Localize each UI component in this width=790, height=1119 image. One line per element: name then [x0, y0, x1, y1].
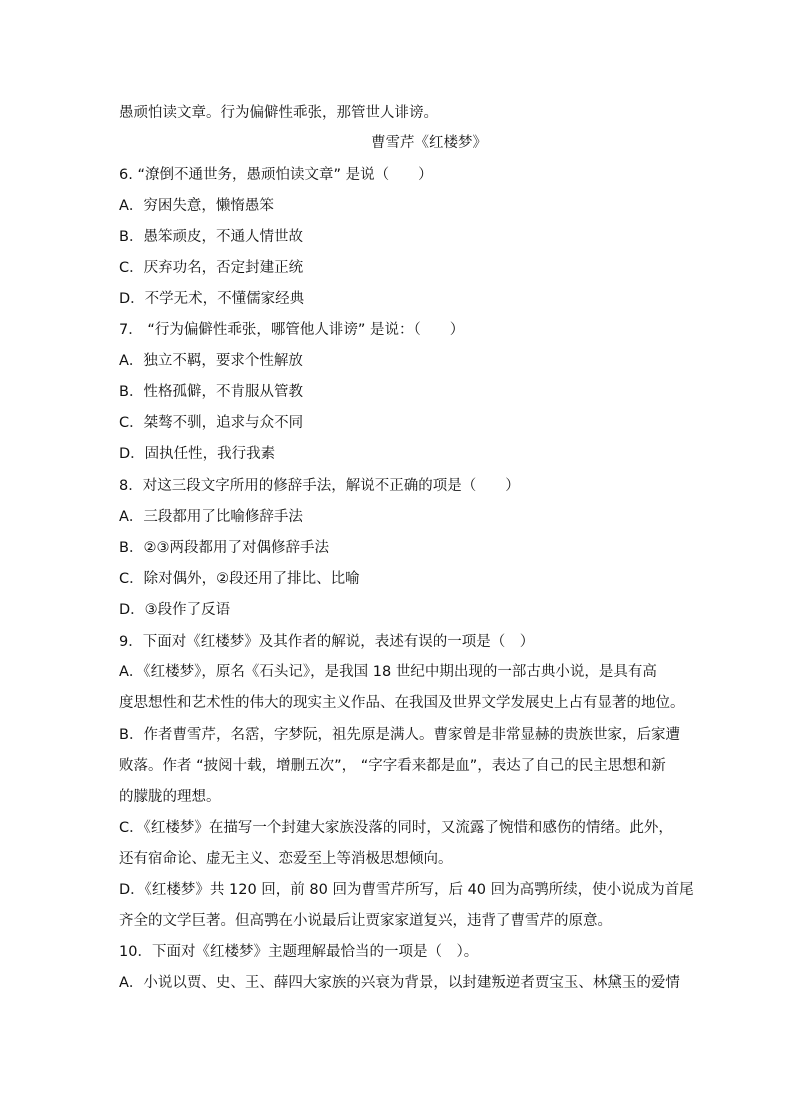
question-9-option-d-line-1: D．《红楼梦》共 120 回，前 80 回为曹雪芹所写，后 40 回为高鹗所续，使小说成为首尾 [119, 882, 694, 898]
question-9-option-a-line-1: A．《红楼梦》，原名《石头记》，是我国 18 世纪中期出现的一部古典小说，是具有高 [119, 664, 657, 680]
passage-tail: 愚顽怕读文章。行为偏僻性乖张，那管世人诽谤。 [119, 105, 438, 121]
question-7-option-b: B．性格孤僻，不肯服从管教 [119, 384, 303, 400]
question-9-option-c-line-1: C．《红楼梦》在描写一个封建大家族没落的同时，又流露了惋惜和感伤的情绪。此外， [119, 820, 673, 836]
question-6-option-b: B．愚笨顽皮，不通人情世故 [119, 229, 303, 245]
question-9-option-b-line-1: B．作者曹雪芹，名霑，字梦阮，祖先原是满人。曹家曾是非常显赫的贵族世家，后家遭 [119, 727, 680, 743]
question-8-option-b: B．②③两段都用了对偶修辞手法 [119, 540, 329, 556]
question-9-option-a-line-2: 度思想性和艺术性的伟大的现实主义作品、在我国及世界文学发展史上占有显著的地位。 [119, 695, 685, 711]
question-9-option-c-line-2: 还有宿命论、虚无主义、恋爱至上等消极思想倾向。 [119, 851, 453, 867]
question-9-option-d-line-2: 齐全的文学巨著。但高鹗在小说最后让贾家家道复兴，违背了曹雪芹的原意。 [119, 913, 612, 929]
question-7-option-a: A．独立不羁，要求个性解放 [119, 353, 303, 369]
question-10-stem: 10．下面对《红楼梦》主题理解最恰当的一项是（ ）。 [119, 944, 479, 960]
question-8-stem: 8．对这三段文字所用的修辞手法，解说不正确的项是（ ） [119, 478, 520, 494]
question-9-option-b-line-2: 败落。作者 “披阅十载，增删五次”， “字字看来都是血”，表达了自己的民主思想和新 [119, 758, 666, 774]
question-7-option-d: D．固执任性，我行我素 [119, 446, 276, 462]
question-9-stem: 9．下面对《红楼梦》及其作者的解说，表述有误的一项是（ ） [119, 634, 535, 650]
question-6-option-d: D．不学无术，不懂儒家经典 [119, 291, 305, 307]
passage-source: 曹雪芹《红楼梦》 [371, 135, 487, 151]
question-9-option-b-line-3: 的朦胧的理想。 [119, 789, 221, 805]
question-10-option-a-line-1: A．小说以贾、史、王、薛四大家族的兴衰为背景，以封建叛逆者贾宝玉、林黛玉的爱情 [119, 975, 680, 991]
question-6-option-a: A．穷困失意，懒惰愚笨 [119, 198, 274, 214]
question-8-option-c: C．除对偶外，②段还用了排比、比喻 [119, 571, 360, 587]
question-7-stem: 7． “行为偏僻性乖张，哪管他人诽谤” 是说：（ ） [119, 322, 465, 338]
question-6-stem: 6. “潦倒不通世务，愚顽怕读文章” 是说（ ） [119, 167, 433, 183]
question-6-option-c: C．厌弃功名，否定封建正统 [119, 260, 304, 276]
question-8-option-d: D．③段作了反语 [119, 602, 231, 618]
question-8-option-a: A．三段都用了比喻修辞手法 [119, 509, 303, 525]
question-7-option-c: C．桀骜不驯，追求与众不同 [119, 415, 304, 431]
